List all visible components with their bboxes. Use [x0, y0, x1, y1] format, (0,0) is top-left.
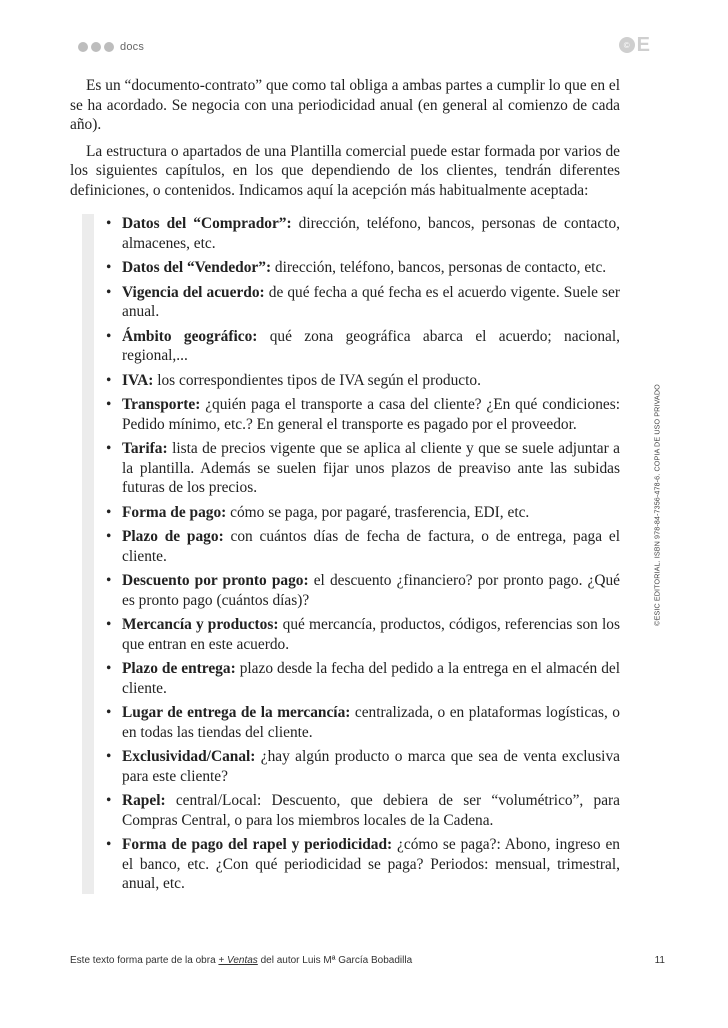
chapters-list: [70, 214, 620, 894]
list-item: [106, 615, 620, 654]
item-term: Forma de pago del rapel y periodicidad:: [122, 836, 393, 853]
dot-icon: [91, 42, 101, 52]
bullet-icon: •: [106, 283, 112, 301]
bullet-icon: •: [106, 748, 112, 765]
footer-suffix: del autor Luis Mª García Bobadilla: [257, 955, 413, 966]
publisher-logo: [610, 34, 650, 56]
list-item: [106, 371, 620, 391]
item-text: qué zona geográfica abarca el acuerdo; nacional, regional,...: [122, 327, 621, 364]
list-item: [106, 791, 620, 830]
bullet-icon: •: [106, 704, 112, 721]
item-text: ¿quién paga el transporte a casa del cliente? ¿En qué condiciones: Pedido mínimo, etc.? En general el transporte es pagado por el proveedor.: [122, 396, 620, 433]
bullet-icon: •: [106, 371, 112, 389]
item-term: Datos del “Vendedor”:: [122, 259, 272, 276]
bullet-icon: •: [106, 396, 112, 413]
page-number: 11: [654, 955, 665, 966]
item-term: Ámbito geográfico:: [122, 327, 258, 345]
side-bar: [82, 214, 94, 894]
bullet-icon: •: [106, 503, 112, 521]
list-item: [106, 527, 620, 566]
item-text: cómo se paga, por pagaré, trasferencia, EDI, etc.: [226, 503, 530, 521]
bullet-icon: •: [106, 259, 112, 276]
side-copyright: [651, 380, 663, 630]
item-term: Exclusividad/Canal:: [122, 748, 256, 765]
list-item: [106, 439, 620, 498]
list-item: [106, 571, 620, 610]
list-item: [106, 747, 620, 786]
item-term: Forma de pago:: [122, 503, 227, 521]
item-text: los correspondientes tipos de IVA según el producto.: [153, 371, 481, 389]
item-term: Plazo de pago:: [122, 528, 224, 545]
chapters-list-block: [70, 214, 620, 894]
bullet-icon: •: [106, 836, 112, 853]
brand-label: docs: [120, 41, 145, 53]
bullet-icon: •: [106, 327, 112, 345]
item-term: Mercancía y productos:: [122, 616, 279, 633]
item-text: ¿cómo se paga?: Abono, ingreso en el banco, etc. ¿Con qué periodicidad se paga? Periodos: mensual, trimestral, anual, etc.: [122, 836, 620, 892]
structure-paragraph: La estructura o apartados de una Plantilla comercial puede estar formada por varios de los siguientes capítulos, en los que dependiendo de los clientes, tendrán diferentes definiciones, o contenidos. Indicamos aquí la acepción más habitualmente aceptada:: [70, 142, 620, 199]
bullet-icon: •: [106, 528, 112, 545]
item-term: Tarifa:: [122, 440, 168, 457]
item-term: IVA:: [122, 371, 154, 389]
logo-letter: E: [636, 34, 650, 56]
item-text: de qué fecha a qué fecha es el acuerdo vigente. Suele ser anual.: [122, 283, 620, 320]
list-item: [106, 258, 620, 278]
item-term: Plazo de entrega:: [122, 660, 236, 677]
list-item: [106, 395, 620, 434]
intro-paragraph: Es un “documento-contrato” que como tal obliga a ambas partes a cumplir lo que en el se ha acordado. Se negocia con una periodicidad anual (en general al comienzo de cada año).: [70, 77, 620, 133]
item-term: Vigencia del acuerdo:: [122, 283, 265, 301]
list-item: [106, 703, 621, 742]
item-text: el descuento ¿financiero? por pronto pago. ¿Qué es pronto pago (cuántos días)?: [122, 572, 620, 609]
bullet-icon: •: [106, 440, 112, 457]
list-item: [106, 659, 621, 698]
list-item: [106, 327, 621, 366]
item-term: Rapel:: [122, 792, 166, 809]
bullet-icon: •: [106, 792, 112, 809]
page-body: [70, 76, 620, 899]
item-text: centralizada, o en plataformas logísticas, o en todas las tiendas del cliente.: [122, 704, 621, 741]
list-item: [106, 283, 620, 322]
item-text: dirección, teléfono, bancos, personas de contacto, etc.: [271, 259, 607, 276]
item-text: plazo desde la fecha del pedido a la entrega en el almacén del cliente.: [122, 660, 621, 697]
list-item: [106, 214, 620, 253]
item-text: ¿hay algún producto o marca que sea de venta exclusiva para este cliente?: [122, 748, 620, 785]
footer-book-title: + Ventas: [218, 955, 258, 966]
item-text: con cuántos días de fecha de factura, o de entrega, paga el cliente.: [122, 528, 620, 565]
bullet-icon: •: [106, 616, 112, 633]
copyright-note: ©ESIC EDITORIAL. ISBN 978-84-7356-478-6. COPIA DE USO PRIVADO: [652, 384, 662, 626]
item-text: central/Local: Descuento, que debiera de ser “volumétrico”, para Compras Central, o para los miembros locales de la Cadena.: [122, 792, 620, 829]
page-footer: [70, 955, 665, 966]
list-item: [106, 835, 620, 894]
item-term: Descuento por pronto pago:: [122, 572, 309, 589]
item-term: Lugar de entrega de la mercancía:: [122, 704, 351, 721]
item-text: dirección, teléfono, bancos, personas de contacto, almacenes, etc.: [122, 215, 620, 252]
item-term: Datos del “Comprador”:: [122, 215, 292, 232]
copyright-icon: ©: [619, 37, 635, 53]
page-header: [78, 37, 144, 57]
item-text: lista de precios vigente que se aplica al cliente y que se suele adjuntar a la plantilla. Además se suelen fijar unos plazos de preaviso ante las subidas futuras de los precios.: [122, 440, 620, 496]
footer-prefix: Este texto forma parte de la obra: [70, 955, 219, 966]
item-term: Transporte:: [122, 396, 201, 413]
item-text: qué mercancía, productos, códigos, referencias son los que entran en este acuerdo.: [122, 616, 620, 653]
list-item: [106, 503, 620, 523]
footer-credit: [70, 955, 412, 966]
bullet-icon: •: [106, 660, 112, 677]
dot-icon: [78, 42, 88, 52]
bullet-icon: •: [106, 572, 112, 589]
bullet-icon: •: [106, 215, 112, 232]
dot-icon: [104, 42, 114, 52]
